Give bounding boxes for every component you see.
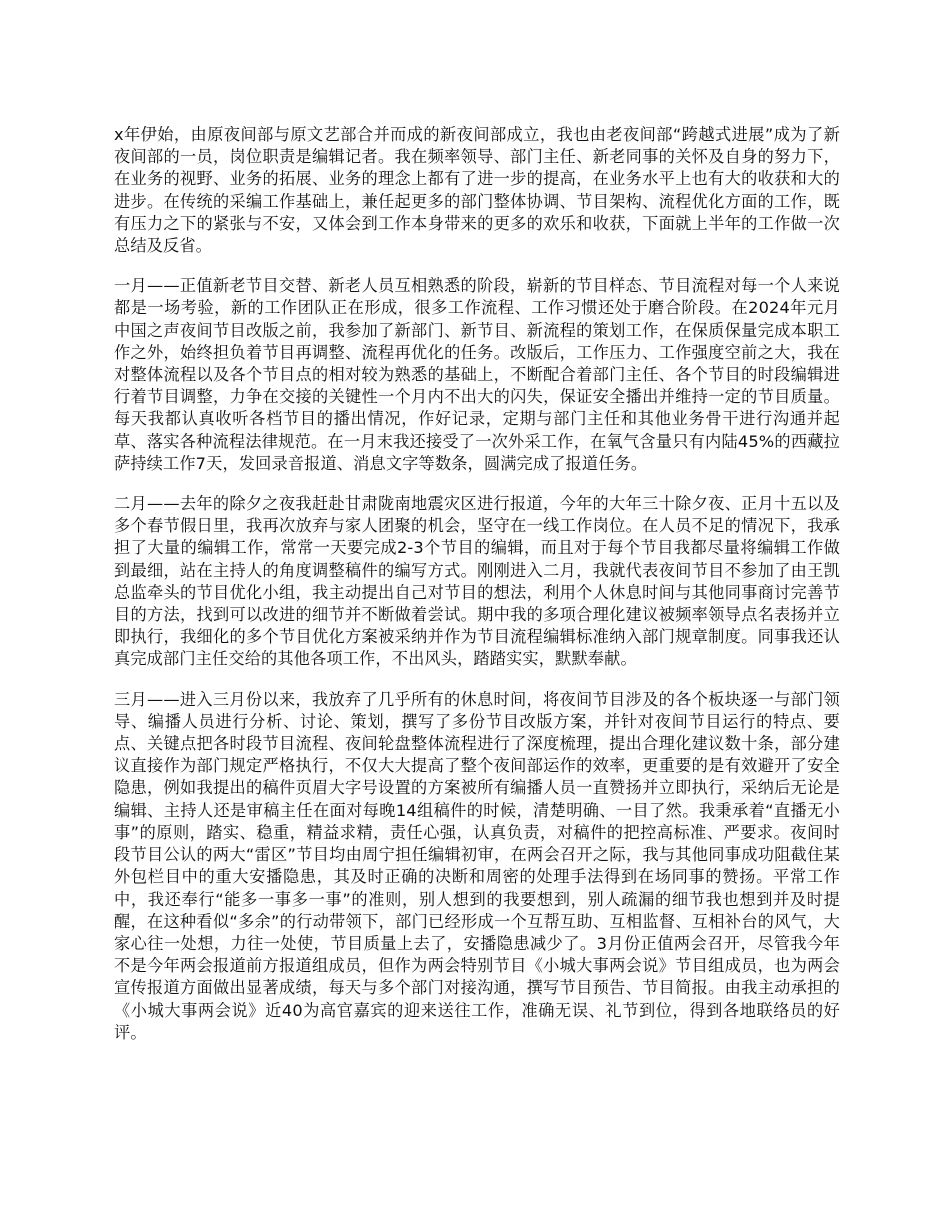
paragraph-intro: x年伊始，由原夜间部与原文艺部合并而成的新夜间部成立，我也由老夜间部“跨越式进展”成为了新夜间部的一员，岗位职责是编辑记者。我在频率领导、部门主任、新老同事的关怀及自身的努力下，在业务的视野、业务的拓展、业务的理念上都有了进一步的提高，在业务水平上也有大的收获和大的进步。在传统的采编工作基础上，兼任起更多的部门整体协调、节目架构、流程优化方面的工作，既有压力之下的紧张与不安，又体会到工作本身带来的更多的欢乐和收获，下面就上半年的工作做一次总结及反省。 xyxy=(114,125,840,256)
paragraph-march: 三月——进入三月份以来，我放弃了几乎所有的休息时间，将夜间节目涉及的各个板块逐一与部门领导、编播人员进行分析、讨论、策划，撰写了多份节目改版方案，并针对夜间节目运行的特点、要点、关键点把各时段节目流程、夜间轮盘整体流程进行了深度梳理，提出合理化建议数十条，部分建议直接作为部门规定严格执行，不仅大大提高了整个夜间部运作的效率，更重要的是有效避开了安全隐患，例如我提出的稿件页眉大字号设置的方案被所有编播人员一直赞扬并立即执行，采纳后无论是编辑、主持人还是审稿主任在面对每晚14组稿件的时候，清楚明确、一目了然。我秉承着“直播无小事”的原则，踏实、稳重，精益求精，责任心强，认真负责，对稿件的把控高标准、严要求。夜间时段节目公认的两大“雷区”节目均由周宁担任编辑初审，在两会召开之际，我与其他同事成功阻截住某外包栏目中的重大安播隐患，其及时正确的决断和周密的处理手法得到在场同事的赞扬。平常工作中，我还奉行“能多一事多一事”的准则，别人想到的我要想到，别人疏漏的细节我也想到并及时提醒，在这种看似“多余”的行动带领下，部门已经形成一个互帮互助、互相监督、互相补台的风气，大家心往一处想，力往一处使，节目质量上去了，安播隐患减少了。3月份正值两会召开，尽管我今年不是今年两会报道前方报道组成员，但作为两会特别节目《小城大事两会说》节目组成员，也为两会宣传报道方面做出显著成绩，每天与多个部门对接沟通，撰写节目预告、节目简报。由我主动承担的《小城大事两会说》近40为高官嘉宾的迎来送往工作，准确无误、礼节到位，得到各地联络员的好评。 xyxy=(114,689,840,1042)
paragraph-january: 一月——正值新老节目交替、新老人员互相熟悉的阶段，崭新的节目样态、节目流程对每一个人来说都是一场考验，新的工作团队正在形成，很多工作流程、工作习惯还处于磨合阶段。在2024年元月中国之声夜间节目改版之前，我参加了新部门、新节目、新流程的策划工作，在保质保量完成本职工作之外，始终担负着节目再调整、流程再优化的任务。改版后，工作压力、工作强度空前之大，我在对整体流程以及各个节目点的相对较为熟悉的基础上，不断配合着部门主任、各个节目的时段编辑进行着节目调整，力争在交接的关键性一个月内不出大的闪失，保证安全播出并维持一定的节目质量。每天我都认真收听各档节目的播出情况，作好记录，定期与部门主任和其他业务骨干进行沟通并起草、落实各种流程法律规范。在一月末我还接受了一次外采工作，在氧气含量只有内陆45%的西藏拉萨持续工作7天，发回录音报道、消息文字等数条，圆满完成了报道任务。 xyxy=(114,276,840,473)
document-body xyxy=(114,124,840,1062)
paragraph-february: 二月——去年的除夕之夜我赶赴甘肃陇南地震灾区进行报道，今年的大年三十除夕夜、正月十五以及多个春节假日里，我再次放弃与家人团聚的机会，坚守在一线工作岗位。在人员不足的情况下，我承担了大量的编辑工作，常常一天要完成2-3个节目的编辑，而且对于每个节目我都尽量将编辑工作做到最细，站在主持人的角度调整稿件的编写方式。刚刚进入二月，我就代表夜间节目不参加了由王凯总监牵头的节目优化小组，我主动提出自己对节目的想法，利用个人休息时间与其他同事商讨完善节目的方法，找到可以改进的细节并不断做着尝试。期中我的多项合理化建议被频率领导点名表扬并立即执行，我细化的多个节目优化方案被采纳并作为节目流程编辑标准纳入部门规章制度。同事我还认真完成部门主任交给的其他各项工作，不出风头，踏踏实实，默默奉献。 xyxy=(114,494,840,669)
